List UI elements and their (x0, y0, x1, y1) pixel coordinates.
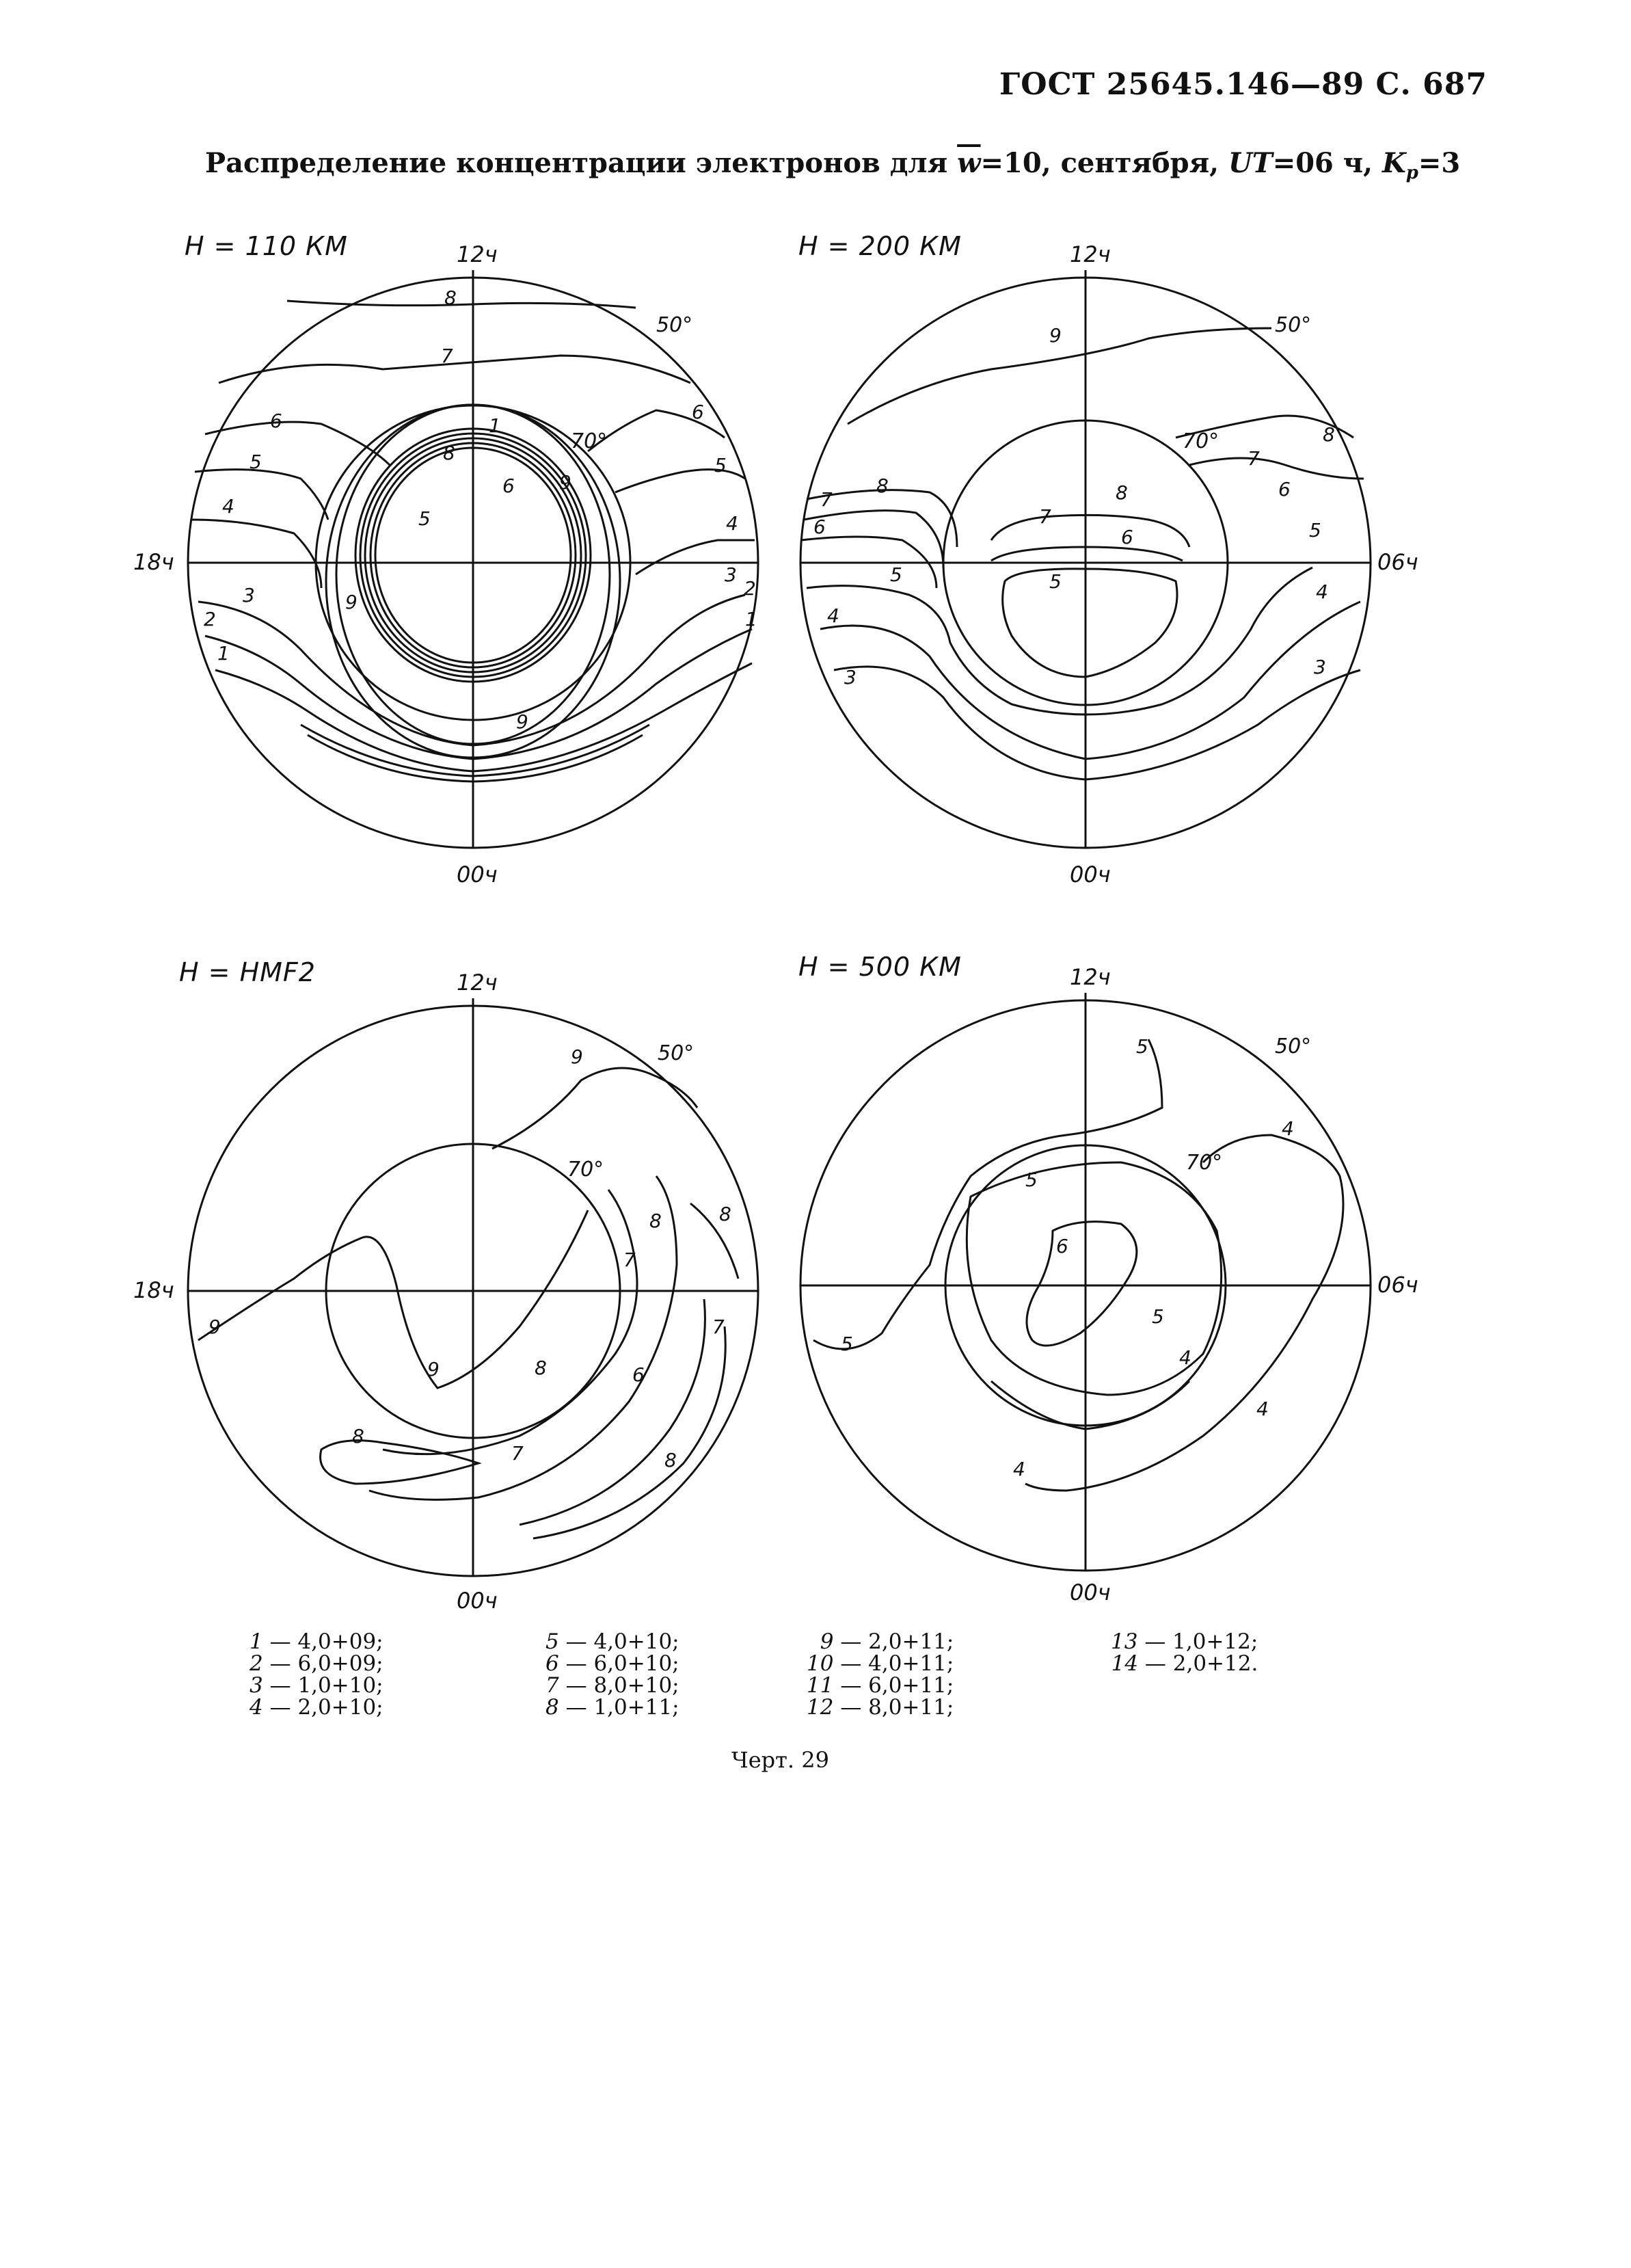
panel-1-label: H = 110 КМ (185, 231, 348, 261)
panel-1-contour-label: 6 (502, 475, 515, 497)
panel-3-contour (383, 1190, 637, 1454)
panel-2-contour-label: 6 (1278, 478, 1291, 501)
panel-1-contour-label: 4 (222, 495, 234, 518)
panel-2-contour-label: 3 (1314, 656, 1326, 678)
panel-1-contour-label: 8 (444, 286, 457, 309)
panel-3-contour-label: 8 (535, 1357, 547, 1379)
panel-1-contour-label: 2 (744, 577, 756, 600)
panel-1-contour-label: 4 (726, 512, 738, 535)
panel-4-contour (1025, 1135, 1343, 1491)
panel-2-bottom-label: 00ч (1070, 862, 1111, 888)
title-kp-symbol: K (1381, 147, 1406, 179)
legend-item: 2 — 6,0+09; (250, 1651, 383, 1676)
panel-4-label: H = 500 КМ (798, 952, 962, 982)
legend-item: 13 — 1,0+12; (1111, 1629, 1258, 1654)
panel-1-lat50-label: 50° (656, 313, 693, 337)
panel-2-contour-label: 4 (1316, 581, 1328, 603)
panel-2-contour-label: 8 (876, 475, 889, 497)
legend-item: 11 — 6,0+11; (807, 1673, 954, 1698)
panel-2-right-label: 06ч (1377, 549, 1418, 575)
figure-caption: Черт. 29 (731, 1747, 829, 1773)
panel-1-contour-label: 6 (692, 401, 704, 423)
title-w-symbol: $\overline{w}$ (957, 147, 981, 179)
panel-2-contour-label: 5 (890, 563, 902, 586)
panel-1-contour-label: 3 (243, 584, 255, 606)
panel-4-lat70-label: 70° (1186, 1151, 1223, 1175)
panel-4-contour-label: 4 (1179, 1346, 1191, 1369)
panel-4-contour-label: 5 (1136, 1035, 1148, 1058)
panel-2-contour (1003, 569, 1177, 677)
panel-4-contour-label: 5 (1025, 1169, 1038, 1191)
panel-4-contour-label: 4 (1282, 1117, 1294, 1140)
panel-2-lat70-label: 70° (1183, 429, 1219, 453)
panel-3-contour-label: 7 (712, 1316, 725, 1338)
legend-item: 6 — 6,0+10; (545, 1651, 679, 1676)
panel-2-contour (1189, 458, 1364, 479)
legend-item: 4 — 2,0+10; (250, 1695, 383, 1720)
panel-1-contour-label: 5 (714, 454, 727, 477)
panel-3-contour-label: 7 (511, 1442, 524, 1465)
panel-2-contour-label: 5 (1309, 519, 1321, 542)
panel-2-contour-label: 7 (1248, 447, 1260, 470)
panel-3-contour-label: 6 (632, 1363, 645, 1386)
panel-3-contour-label: 8 (649, 1210, 662, 1232)
legend-item: 5 — 4,0+10; (545, 1629, 679, 1654)
panel-1-contour-label: 1 (489, 414, 501, 437)
panel-3-contour-label: 9 (208, 1316, 221, 1338)
panel-1-contour-label: 8 (443, 442, 455, 464)
legend-column-1 (250, 1631, 383, 1718)
legend-item: 8 — 1,0+11; (545, 1695, 679, 1720)
legend-item: 9 — 2,0+11; (820, 1629, 954, 1654)
panel-2-contour-label: 7 (1039, 505, 1051, 528)
panel-4-contour-label: 4 (1256, 1398, 1269, 1420)
panel-4-bottom-label: 00ч (1070, 1579, 1111, 1605)
panel-1-contour (198, 595, 745, 745)
panel-3-contour (321, 1441, 478, 1484)
panel-4-contour-label: 6 (1056, 1235, 1068, 1257)
panel-1-contour-label: 9 (345, 591, 358, 613)
panel-2-contour-label: 8 (1116, 481, 1128, 504)
panel-1-contour-label: 1 (217, 642, 230, 665)
panel-3-lat50-label: 50° (658, 1041, 695, 1065)
panel-2-lat50-label: 50° (1275, 313, 1312, 337)
panel-4-contour (1027, 1222, 1137, 1346)
legend-column-3 (807, 1631, 954, 1718)
title-ut-value: =06 ч, (1272, 147, 1373, 179)
panel-1-lat70-label: 70° (571, 429, 608, 453)
panel-1-bottom-label: 00ч (457, 862, 498, 888)
panel-4-lat50-label: 50° (1275, 1035, 1312, 1058)
title-ut-symbol: UT (1228, 147, 1273, 179)
panel-3-bottom-label: 00ч (457, 1588, 498, 1614)
panel-1-contour (195, 470, 745, 520)
panel-2-label: H = 200 КМ (798, 231, 962, 261)
panel-3-contour-label: 8 (352, 1425, 364, 1447)
legend-column-2 (545, 1631, 679, 1718)
panel-3-contour-label: 8 (719, 1203, 731, 1225)
panel-2-contour-label: 9 (1049, 324, 1062, 347)
panel-2-top-label: 12ч (1070, 241, 1111, 267)
panel-4-contour-label: 5 (841, 1333, 853, 1355)
panel-1-contour-label: 5 (418, 507, 431, 530)
panel-3-contour (533, 1326, 725, 1538)
panel-1-contour (219, 356, 690, 383)
title-w-value: =10, сентября, (980, 147, 1219, 179)
panel-3-contour-label: 9 (571, 1045, 583, 1068)
panel-1-contour-label: 6 (270, 410, 282, 432)
panel-1-contour (287, 301, 636, 308)
panel-4-contour (813, 1039, 1162, 1349)
panel-4-contour (991, 1381, 1189, 1429)
panel-2-contour-label: 4 (827, 604, 839, 627)
legend-column-4 (1111, 1631, 1258, 1675)
panel-1-contour-label: 2 (204, 608, 216, 630)
legend-item: 14 — 2,0+12. (1111, 1651, 1258, 1676)
panel-1-contour-label: 9 (516, 710, 528, 733)
title-kp-sub: p (1405, 163, 1418, 183)
panel-3-contour-label: 8 (664, 1449, 677, 1471)
panel-2-contour (834, 667, 1360, 779)
panel-2-contour (991, 515, 1189, 547)
panel-1-contour-label: 3 (725, 563, 737, 586)
panel-2-contour-label: 7 (820, 488, 833, 511)
title-kp-value: =3 (1418, 147, 1461, 179)
panel-3-label: H = HMF2 (179, 957, 316, 987)
panel-1-plot (133, 241, 758, 888)
panel-1-contour-label: 5 (250, 451, 262, 473)
panel-2-contour-label: 5 (1049, 570, 1062, 593)
panel-3-contour-label: 9 (427, 1358, 440, 1380)
panel-2-contour (820, 602, 1360, 759)
panel-2-contour-label: 6 (813, 516, 826, 538)
page-header: ГОСТ 25645.146—89 С. 687 (999, 67, 1487, 102)
panel-3-left-label: 18ч (133, 1277, 174, 1303)
legend-item: 1 — 4,0+09; (250, 1629, 383, 1654)
legend-item: 3 — 1,0+10; (250, 1673, 383, 1698)
panel-4-top-label: 12ч (1070, 964, 1111, 990)
panel-1-contour (301, 725, 649, 776)
legend-item: 7 — 8,0+10; (545, 1673, 679, 1698)
panel-1-top-label: 12ч (457, 241, 498, 267)
panel-3-contour-label: 7 (623, 1249, 636, 1271)
panel-1-contour-label: 9 (559, 471, 571, 494)
panel-1-left-label: 18ч (133, 549, 174, 575)
panel-2-contour-label: 8 (1323, 423, 1335, 446)
panel-4-contour-label: 4 (1013, 1458, 1025, 1480)
panel-1-contour-label: 7 (441, 345, 453, 367)
panel-1-contour (205, 629, 752, 759)
panel-4-contour-label: 5 (1152, 1305, 1164, 1328)
panel-4-plot (800, 964, 1418, 1605)
panel-4-right-label: 06ч (1377, 1272, 1418, 1298)
panel-3-lat70-label: 70° (567, 1158, 604, 1182)
panel-1-contour-label: 1 (745, 608, 757, 630)
panel-2-contour-label: 3 (844, 666, 857, 689)
panel-3-plot (133, 970, 758, 1614)
panel-3-top-label: 12ч (457, 970, 498, 996)
panel-2-contour-label: 6 (1121, 526, 1133, 548)
title-prefix: Распределение концентрации электронов для (205, 147, 948, 179)
panel-2-contour (991, 547, 1183, 561)
legend-item: 12 — 8,0+11; (807, 1695, 954, 1720)
legend-item: 10 — 4,0+11; (807, 1651, 954, 1676)
